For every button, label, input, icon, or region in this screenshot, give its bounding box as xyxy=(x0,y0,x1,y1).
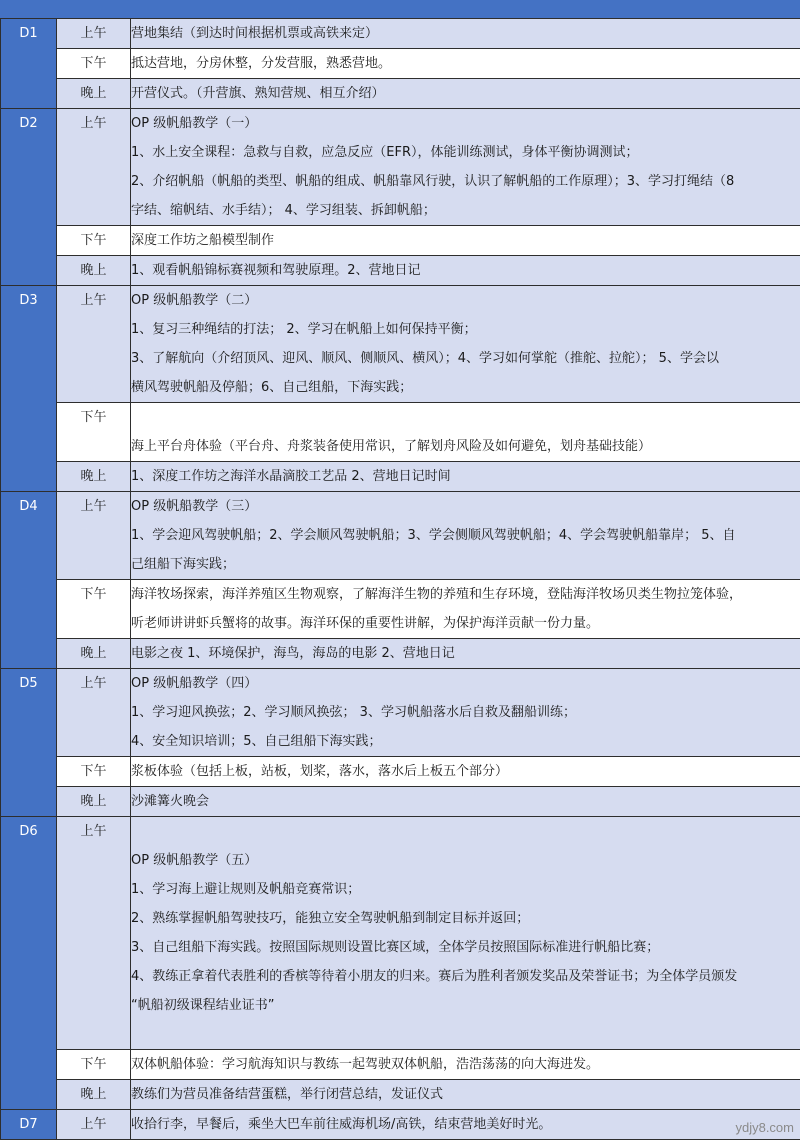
schedule-row xyxy=(1,19,800,49)
day-label: D1 xyxy=(1,19,57,109)
time-slot: 上午 xyxy=(57,286,131,403)
time-slot: 上午 xyxy=(57,492,131,580)
schedule-row xyxy=(1,1110,800,1140)
activity-line: 教练们为营员准备结营蛋糕，举行闭营总结，发证仪式 xyxy=(131,1087,444,1102)
activity-line: 海上平台舟体验（平台舟、舟浆装备使用常识，了解划舟风险及如何避免，划舟基础技能） xyxy=(131,439,652,454)
activity-content xyxy=(131,757,800,787)
activity-line: 开营仪式。（升营旗、熟知营规、相互介绍） xyxy=(131,86,385,101)
time-slot: 上午 xyxy=(57,669,131,757)
activity-line: 2、介绍帆船（帆船的类型、帆船的组成、帆船靠风行驶，认识了解帆船的工作原理）；3、学习打绳结（8 xyxy=(131,174,735,189)
activity-line: OP 级帆船教学（五） xyxy=(131,853,258,868)
time-slot: 晚上 xyxy=(57,787,131,817)
activity-content xyxy=(131,1080,800,1110)
activity-line: 3、自己组船下海实践。按照国际规则设置比赛区域，全体学员按照国际标准进行帆船比赛； xyxy=(131,940,660,955)
schedule-row xyxy=(1,757,800,787)
activity-content xyxy=(131,19,800,49)
day-label: D2 xyxy=(1,109,57,286)
activity-line: 横风驾驶帆船及停船；6、自己组船，下海实践； xyxy=(131,380,413,395)
camp-schedule-table xyxy=(0,18,800,1140)
activity-line: 听老师讲讲虾兵蟹将的故事。海洋环保的重要性讲解，为保护海洋贡献一份力量。 xyxy=(131,616,600,631)
day-label: D7 xyxy=(1,1110,57,1140)
day-label: D3 xyxy=(1,286,57,492)
activity-line: 1、学习海上避让规则及帆船竞赛常识； xyxy=(131,882,361,897)
schedule-row xyxy=(1,817,800,1050)
activity-line: 1、复习三种绳结的打法； 2、学习在帆船上如何保持平衡； xyxy=(131,322,477,337)
schedule-row xyxy=(1,49,800,79)
time-slot: 下午 xyxy=(57,49,131,79)
activity-line: 浆板体验（包括上板，站板，划桨，落水，落水后上板五个部分） xyxy=(131,764,509,779)
activity-content xyxy=(131,79,800,109)
schedule-row xyxy=(1,580,800,639)
schedule-row xyxy=(1,256,800,286)
time-slot: 晚上 xyxy=(57,462,131,492)
activity-line: 4、安全知识培训；5、自己组船下海实践； xyxy=(131,734,382,749)
schedule-row xyxy=(1,286,800,403)
activity-content xyxy=(131,669,800,757)
activity-content xyxy=(131,286,800,403)
activity-content xyxy=(131,787,800,817)
activity-line: 1、学会迎风驾驶帆船；2、学会顺风驾驶帆船；3、学会侧顺风驾驶帆船；4、学会驾驶帆船靠岸； 5、自 xyxy=(131,528,736,543)
schedule-row xyxy=(1,787,800,817)
time-slot: 下午 xyxy=(57,757,131,787)
activity-content xyxy=(131,1050,800,1080)
activity-line: 深度工作坊之船模型制作 xyxy=(131,233,275,248)
activity-content xyxy=(131,403,800,462)
activity-content xyxy=(131,492,800,580)
activity-line: 海洋牧场探索，海洋养殖区生物观察，了解海洋生物的养殖和生存环境，登陆海洋牧场贝类生物拉笼体验， xyxy=(131,587,743,602)
time-slot: 下午 xyxy=(57,403,131,462)
activity-content xyxy=(131,817,800,1050)
time-slot: 晚上 xyxy=(57,1080,131,1110)
activity-line: 己组船下海实践； xyxy=(131,557,236,572)
activity-line: 抵达营地，分房休整，分发营服，熟悉营地。 xyxy=(131,56,392,71)
day-label: D4 xyxy=(1,492,57,669)
activity-line: 1、水上安全课程：急救与自救，应急反应（EFR），体能训练测试，身体平衡协调测试； xyxy=(131,145,639,160)
activity-line xyxy=(131,817,800,846)
header-bar xyxy=(0,0,800,18)
activity-line: “帆船初级课程结业证书” xyxy=(131,998,275,1013)
activity-line: 1、深度工作坊之海洋水晶滴胶工艺品 2、营地日记时间 xyxy=(131,469,451,484)
schedule-row xyxy=(1,462,800,492)
time-slot: 下午 xyxy=(57,580,131,639)
schedule-row xyxy=(1,109,800,226)
activity-line xyxy=(131,403,800,432)
day-label: D5 xyxy=(1,669,57,817)
activity-content xyxy=(131,49,800,79)
time-slot: 上午 xyxy=(57,109,131,226)
activity-line: OP 级帆船教学（三） xyxy=(131,499,258,514)
activity-line: OP 级帆船教学（二） xyxy=(131,293,258,308)
time-slot: 上午 xyxy=(57,817,131,1050)
schedule-row xyxy=(1,492,800,580)
activity-content xyxy=(131,256,800,286)
time-slot: 晚上 xyxy=(57,79,131,109)
schedule-row xyxy=(1,403,800,462)
activity-content xyxy=(131,462,800,492)
time-slot: 晚上 xyxy=(57,256,131,286)
schedule-row xyxy=(1,1050,800,1080)
schedule-row xyxy=(1,669,800,757)
activity-line xyxy=(131,1020,800,1049)
time-slot: 下午 xyxy=(57,226,131,256)
activity-content xyxy=(131,1110,800,1140)
time-slot: 上午 xyxy=(57,1110,131,1140)
time-slot: 晚上 xyxy=(57,639,131,669)
activity-line: 1、学习迎风换弦；2、学习顺风换弦； 3、学习帆船落水后自救及翻船训练； xyxy=(131,705,576,720)
activity-line: 2、熟练掌握帆船驾驶技巧，能独立安全驾驶帆船到制定目标并返回； xyxy=(131,911,530,926)
activity-line: 4、教练正拿着代表胜利的香槟等待着小朋友的归来。赛后为胜利者颁发奖品及荣誉证书；为全体学员颁发 xyxy=(131,969,738,984)
activity-line: 1、观看帆船锦标赛视频和驾驶原理。2、营地日记 xyxy=(131,263,421,278)
activity-content xyxy=(131,639,800,669)
schedule-row xyxy=(1,79,800,109)
activity-content xyxy=(131,109,800,226)
activity-line: 沙滩篝火晚会 xyxy=(131,794,210,809)
day-label: D6 xyxy=(1,817,57,1110)
activity-line: OP 级帆船教学（一） xyxy=(131,116,258,131)
activity-line: 电影之夜 1、环境保护，海鸟，海岛的电影 2、营地日记 xyxy=(131,646,455,661)
activity-line: 收拾行李，早餐后，乘坐大巴车前往威海机场/高铁，结束营地美好时光。 xyxy=(131,1117,552,1132)
activity-line: 字结、缩帆结、水手结）； 4、学习组装、拆卸帆船； xyxy=(131,203,436,218)
activity-line: 双体帆船体验：学习航海知识与教练一起驾驶双体帆船，浩浩荡荡的向大海进发。 xyxy=(131,1057,600,1072)
schedule-row xyxy=(1,1080,800,1110)
activity-content xyxy=(131,226,800,256)
schedule-row xyxy=(1,226,800,256)
activity-content xyxy=(131,580,800,639)
time-slot: 下午 xyxy=(57,1050,131,1080)
time-slot: 上午 xyxy=(57,19,131,49)
schedule-body xyxy=(1,19,800,1140)
activity-line: OP 级帆船教学（四） xyxy=(131,676,258,691)
activity-line: 3、了解航向（介绍顶风、迎风、顺风、侧顺风、横风）；4、学习如何掌舵（推舵、拉舵）； 5、学会以 xyxy=(131,351,719,366)
schedule-row xyxy=(1,639,800,669)
activity-line: 营地集结（到达时间根据机票或高铁来定） xyxy=(131,26,379,41)
watermark: ydjy8.com xyxy=(735,1120,794,1135)
